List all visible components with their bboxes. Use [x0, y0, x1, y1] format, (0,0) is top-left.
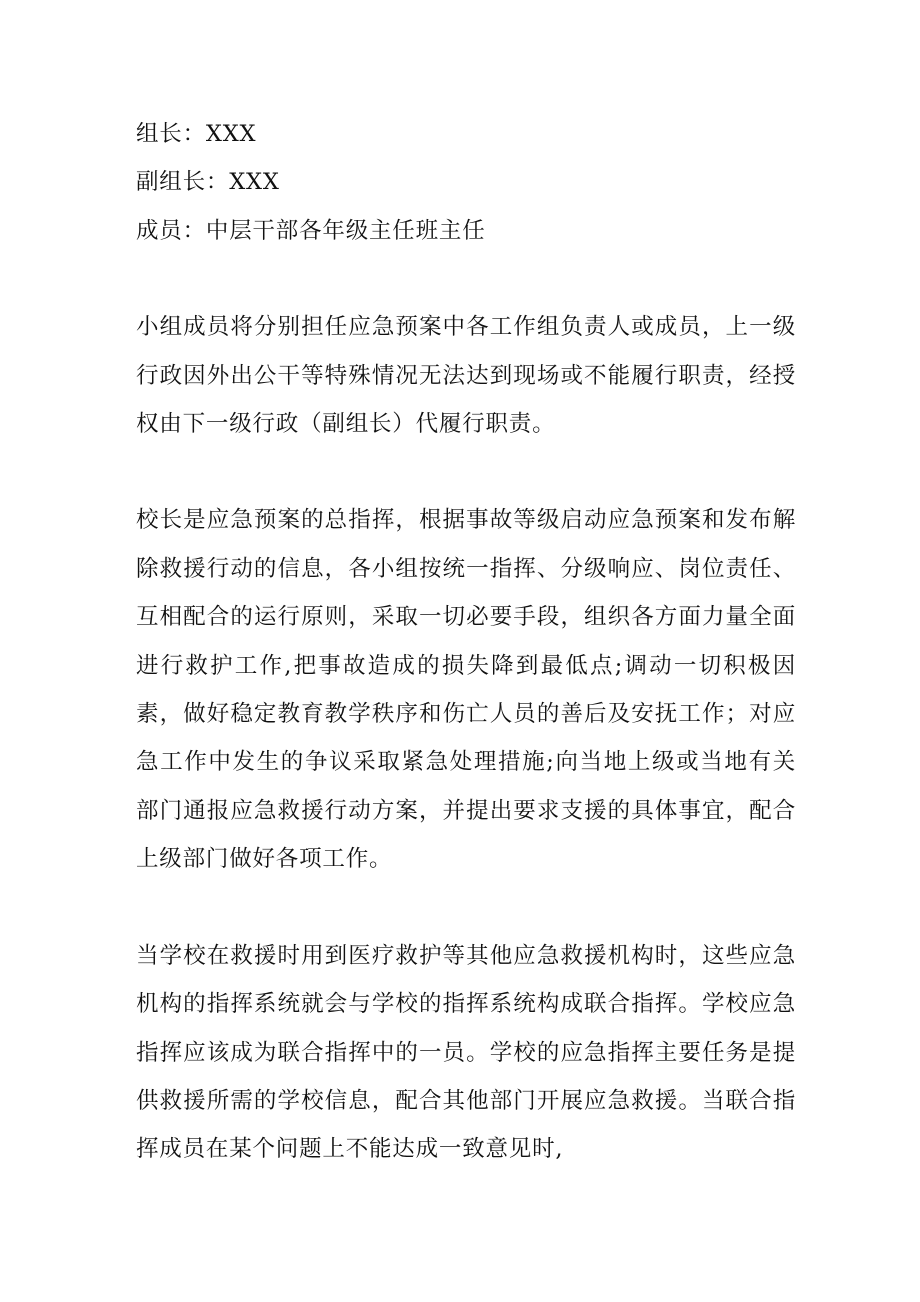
members-line: 成员：中层干部各年级主任班主任	[136, 217, 486, 244]
leader-line: 组长：XXX	[136, 121, 257, 147]
deputy-leader-line: 副组长：XXX	[136, 169, 280, 196]
paragraph-joint-command: 当学校在救援时用到医疗救护等其他应急救援机构时，这些应急机构的指挥系统就会与学校的指挥系统构成联合指挥。学校应急指挥应该成为联合指挥中的一员。学校的应急指挥主要任务是提供救援所需的学校信息，配合其他部门开展应急救援。当联合指挥成员在某个问题上不能达成一致意见时,	[136, 942, 796, 1163]
document-body	[136, 110, 796, 1174]
paragraph-delegation: 小组成员将分别担任应急预案中各工作组负责人或成员，上一级行政因外出公干等特殊情况无法达到现场或不能履行职责，经授权由下一级行政（副组长）代履行职责。	[136, 314, 796, 438]
paragraph-principal-command: 校长是应急预案的总指挥，根据事故等级启动应急预案和发布解除救援行动的信息，各小组按统一指挥、分级响应、岗位责任、互相配合的运行原则，采取一切必要手段，组织各方面力量全面进行救护工作,把事故造成的损失降到最低点;调动一切积极因素，做好稳定教育教学秩序和伤亡人员的善后及安抚工作；对应急工作中发生的争议采取紧急处理措施;向当地上级或当地有关部门通报应急救援行动方案，并提出要求支援的具体事宜，配合上级部门做好各项工作。	[136, 507, 796, 873]
